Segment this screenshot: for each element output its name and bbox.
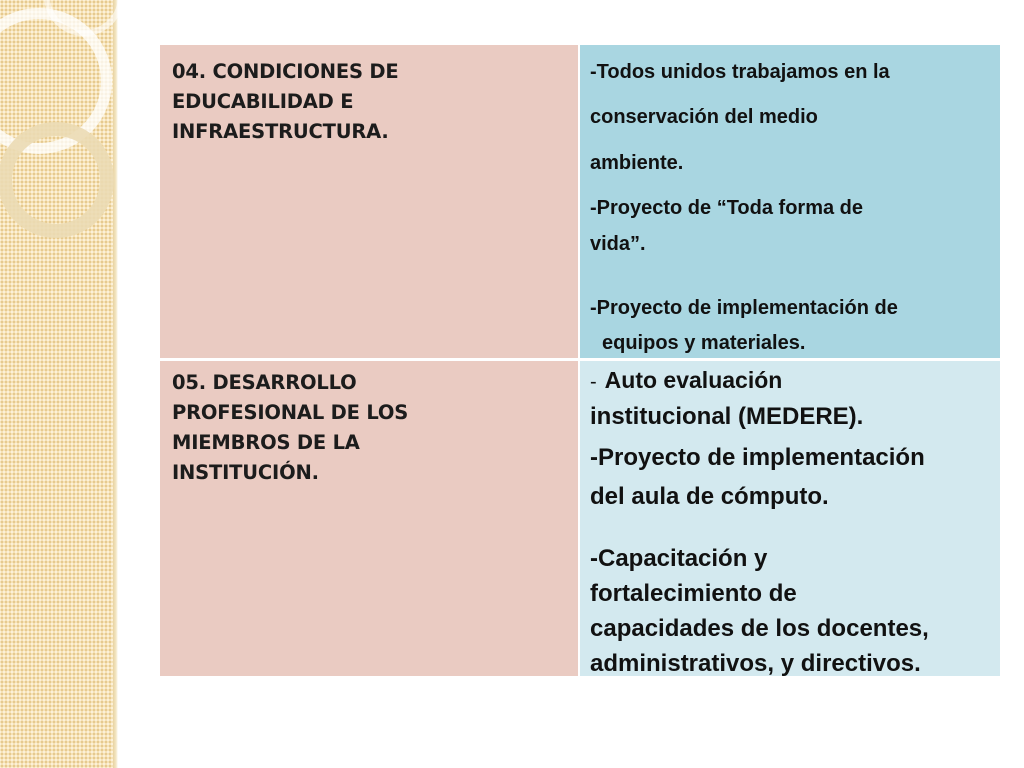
row-05-item-text: administrativos, y directivos. [590,650,921,677]
row-04-item-text: -Todos unidos trabajamos en la [590,61,890,83]
row-05-item-text: -Capacitación y [590,545,768,572]
row-04-item-text: -Proyecto de “Toda forma de [590,197,864,219]
row-04-item-text: ambiente. [590,152,684,174]
row-05-dash: - [590,371,597,393]
decorative-side-edge [113,0,118,768]
row-04-title-line: 04. CONDICIONES DE [172,60,399,83]
row-05-title-line: PROFESIONAL DE LOS [172,401,409,424]
row-05-item-text: capacidades de los docentes, [590,615,929,642]
row-05-item-text: del aula de cómputo. [590,483,829,510]
row-05-item-text: Auto evaluación [604,367,783,393]
row-04-item-text: -Proyecto de implementación de [590,297,898,319]
row-04-item-text: vida”. [590,233,646,255]
row-04-title-line: EDUCABILIDAD E [172,90,354,113]
row-04-item-text: conservación del medio [590,106,818,128]
row-05-item-text [590,367,782,394]
row-05-item-text: institucional (MEDERE). [590,403,864,430]
row-04-content-cell [580,45,1000,358]
row-04-item-text: equipos y materiales. [602,332,806,354]
row-04-title-line: INFRAESTRUCTURA. [172,120,389,143]
row-05-item-text: -Proyecto de implementación [590,444,925,471]
row-05-title-line: MIEMBROS DE LA [172,431,360,454]
row-05-item-text: fortalecimiento de [590,580,797,607]
decorative-ring [0,122,114,238]
row-04-title [172,57,472,147]
row-05-title-line: INSTITUCIÓN. [172,461,319,484]
row-04-title-cell [160,45,580,358]
content-table [160,45,1000,676]
row-05-title-cell [160,358,580,676]
row-05-title-line: 05. DESARROLLO [172,371,357,394]
row-05-title [172,368,472,488]
row-05-content-cell [580,358,1000,676]
